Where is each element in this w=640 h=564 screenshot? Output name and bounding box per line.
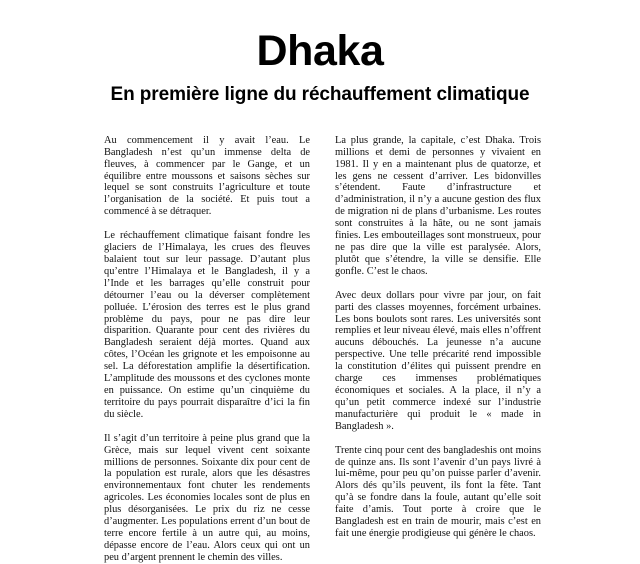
paragraph: Il s’agit d’un territoire à peine plus grand que la Grèce, mais sur lequel vivent cent soixante millions de personnes. Soixante dix pour cent de la population est rurale, alors que les désastres environnementaux font chuter les rendements agricoles. Les économies locales sont de plus en plus désorganisées. Le prix du riz ne cesse d’augmenter. Les populations errent d’un bout de terre encore fertile à un autre qui, au moins, dépasse encore de l’eau. Alors ceux qui ont un peu d’argent prennent le chemin des villes. [104,432,310,563]
page-title: Dhaka [256,27,384,75]
paragraph: Avec deux dollars pour vivre par jour, on fait parti des classes moyennes, forcément urbaines. Les bons boulots sont rares. Les universités sont remplies et leur niveau élevé, mais elles n’offrent aucuns débouchés. La jeunesse n’a aucune perspective. Une telle précarité rend impossible la constitution d’élites qui puissent prendre en charge ces immenses problématiques économiques et sociales. A la place, il n’y a qu’un petit commerce indexé sur l’industrie manufacturière qui produit le « made in Bangladesh ». [335,289,541,432]
article-columns [0,135,640,564]
title-block [0,0,640,106]
page-subtitle: En première ligne du réchauffement climatique [110,84,530,105]
paragraph: Trente cinq pour cent des bangladeshis ont moins de quinze ans. Ils sont l’avenir d’un pays livré à lui-même, pour peu qu’on puisse parler d’avenir. Alors dés qu’ils peuvent, ils font la fête. Tant qu’à se fondre dans la foule, autant qu’elle soit faite d’amis. Tout porte à croire que le Bangladesh est en train de mourir, mais c’est en fait une énergie prodigieuse qui génère le chaos. [335,444,541,539]
left-column [104,135,310,564]
paragraph: Au commencement il y avait l’eau. Le Bangladesh n’est qu’un immense delta de fleuves, à commencer par le Gange, et un équilibre entre moussons et saisons sèches sur lequel se sont construits l’agriculture et toute l’organisation de la société. Et puis tout a commencé à se détraquer. [104,134,310,218]
paragraph: La plus grande, la capitale, c’est Dhaka. Trois millions et demi de personnes y vivaient en 1981. Il y en a maintenant plus de quatorze, et les gens ne cessent d’arriver. Les bidonvilles s’étendent. Faute d’infrastructure et d’administration, il n’y a aucune gestion des flux de migration ni de plans d’urbanisme. Les routes sont construites à la hâte, ou ne sont jamais finies. Les embouteillages sont monstrueux, pour ne pas dire que la ville est paralysée. Alors, plutôt que s’étendre, la ville se densifie. Elle gonfle. C’est le chaos. [335,134,541,277]
paragraph: Le réchauffement climatique faisant fondre les glaciers de l’Himalaya, les crues des fleuves balaient tout sur leur passage. D’autant plus qu’entre l’Himalaya et le Bangladesh, il y a l’Inde et les barrages qu’elle construit pour détourner l’eau ou la déverser complètement polluée. L’érosion des terres est le plus grand problème du pays, pour ne pas dire leur disparition. Quarante pour cent des rivières du Bangladesh seraient déjà mortes. Quand aux côtes, l’Océan les grignote et les empoisonne au sel. La déforestation amplifie la désertification. L’amplitude des moussons et des cyclones monte en puissance. On estime qu’un cinquième du territoire du pays pourrait disparaître d’ici la fin du siècle. [104,230,310,420]
right-column [335,135,541,540]
